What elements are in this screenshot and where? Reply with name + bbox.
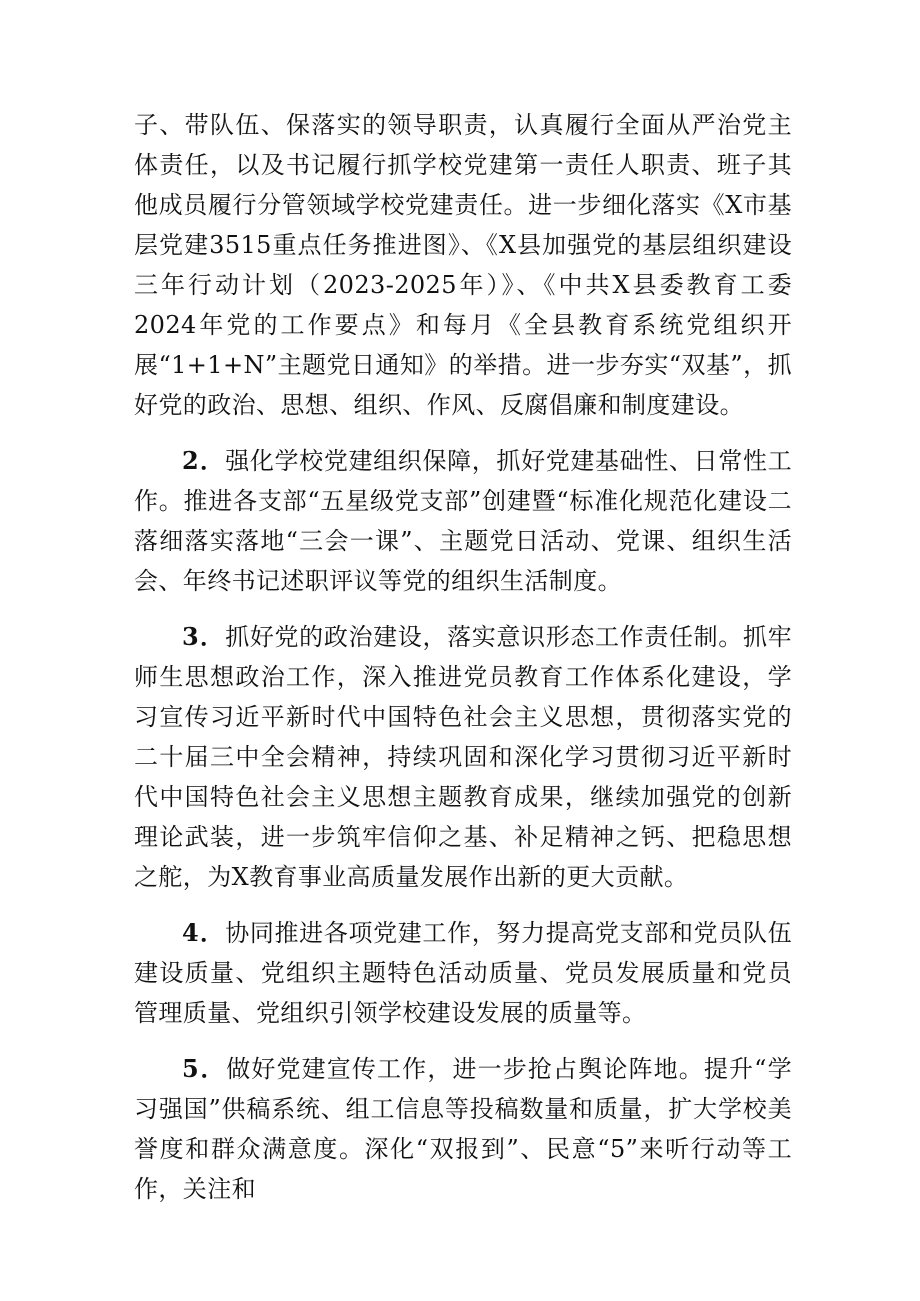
paragraph-2-number: 2． bbox=[182, 446, 226, 475]
paragraph-1-text: 子、带队伍、保落实的领导职责，认真履行全面从严治党主体责任，以及书记履行抓学校党建第一责任人职责、班子其他成员履行分管领域学校党建责任。进一步细化落实《X市基层党建3515重点任务推进图》、《X县加强党的基层组织建设三年行动计划（2023-2025年）》、《中共X县委教育工委2024年党的工作要点》和每月《全县教育系统党组织开展“1+1+N”主题党日通知》的举措。进一步夯实“双基”，抓好党的政治、思想、组织、作风、反腐倡廉和制度建设。 bbox=[134, 111, 792, 419]
document-body bbox=[134, 105, 792, 1209]
paragraph-3-number: 3． bbox=[182, 622, 226, 651]
paragraph-1 bbox=[134, 105, 792, 425]
paragraph-5 bbox=[134, 1049, 792, 1209]
paragraph-4-text: 协同推进各项党建工作，努力提高党支部和党员队伍建设质量、党组织主题特色活动质量、党员发展质量和党员管理质量、党组织引领学校建设发展的质量等。 bbox=[134, 919, 793, 1027]
paragraph-3 bbox=[134, 617, 792, 897]
paragraph-4 bbox=[134, 913, 792, 1033]
paragraph-4-number: 4． bbox=[182, 918, 226, 947]
paragraph-5-number: 5． bbox=[182, 1054, 227, 1083]
paragraph-2-text: 强化学校党建组织保障，抓好党建基础性、日常性工作。推进各支部“五星级党支部”创建暨“标准化规范化建设二落细落实落地“三会一课”、主题党日活动、党课、组织生活会、年终书记述职评议等党的组织生活制度。 bbox=[134, 447, 793, 595]
paragraph-2 bbox=[134, 441, 792, 601]
paragraph-5-text: 做好党建宣传工作，进一步抢占舆论阵地。提升“学习强国”供稿系统、组工信息等投稿数量和质量，扩大学校美誉度和群众满意度。深化“双报到”、民意“5”来听行动等工作，关注和 bbox=[134, 1055, 792, 1203]
paragraph-3-text: 抓好党的政治建设，落实意识形态工作责任制。抓牢师生思想政治工作，深入推进党员教育工作体系化建设，学习宣传习近平新时代中国特色社会主义思想，贯彻落实党的二十届三中全会精神，持续巩固和深化学习贯彻习近平新时代中国特色社会主义思想主题教育成果，继续加强党的创新理论武装，进一步筑牢信仰之基、补足精神之钙、把稳思想之舵，为X教育事业高质量发展作出新的更大贡献。 bbox=[134, 623, 793, 891]
